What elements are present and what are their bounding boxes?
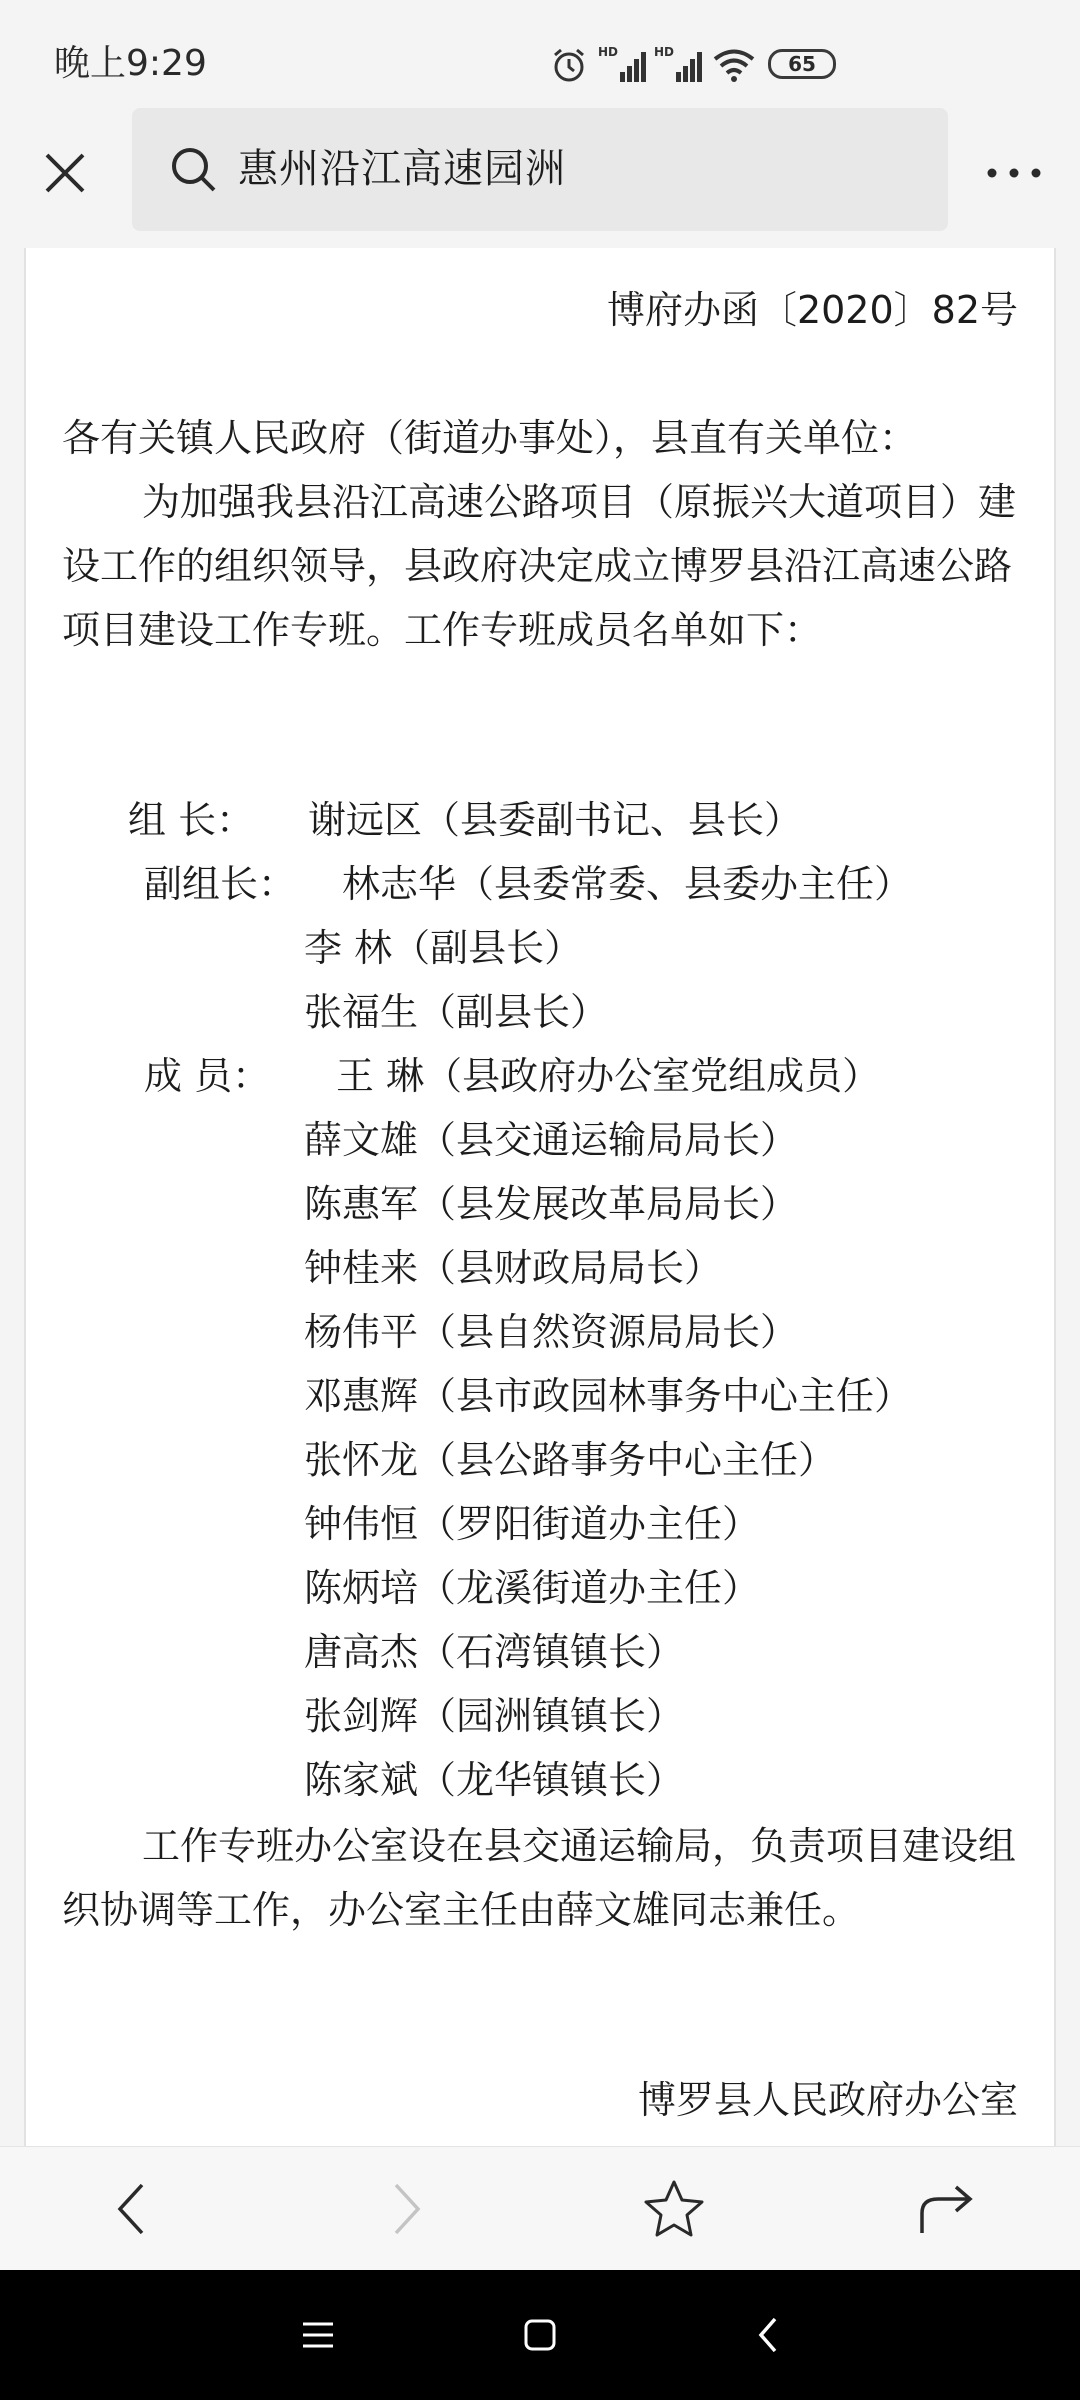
- svg-text:HD: HD: [654, 45, 675, 59]
- salutation: 各有关镇人民政府（街道办事处），县直有关单位：: [62, 416, 918, 460]
- member-entry: 钟桂来（县财政局局长）: [304, 1246, 723, 1290]
- member-role: 成 员：: [144, 1054, 271, 1098]
- member-entry: 陈惠军（县发展改革局局长）: [304, 1182, 799, 1226]
- svg-text:HD: HD: [598, 45, 619, 59]
- forward-icon: [386, 2181, 426, 2237]
- member-entry: 张福生（副县长）: [304, 990, 609, 1034]
- closing-paragraph: 工作专班办公室设在县交通运输局，负责项目建设组织协调等工作，办公室主任由薛文雄同志兼任。: [62, 1824, 1017, 1932]
- star-icon: [643, 2179, 705, 2239]
- hd-signal-icon: [654, 44, 706, 84]
- share-icon: [916, 2181, 976, 2237]
- favorite-button[interactable]: [634, 2169, 714, 2249]
- wifi-icon: [712, 46, 756, 84]
- close-button[interactable]: [30, 138, 100, 208]
- status-time: 晚上9:29: [54, 43, 207, 84]
- more-button[interactable]: [978, 138, 1050, 208]
- member-entry: 唐高杰（石湾镇镇长）: [304, 1630, 685, 1674]
- search-query: 惠州沿江高速园洲: [238, 146, 566, 192]
- menu-button[interactable]: [288, 2305, 348, 2365]
- document-page: [24, 248, 1056, 2146]
- member-entry: 薛文雄（县交通运输局局长）: [304, 1118, 799, 1162]
- menu-icon: [301, 2320, 335, 2350]
- search-input[interactable]: [132, 108, 948, 231]
- member-entry: 陈炳培（龙溪街道办主任）: [304, 1566, 761, 1610]
- member-entry: 张怀龙（县公路事务中心主任）: [304, 1438, 837, 1482]
- member-entry: 谢远区（县委副书记、县长）: [308, 798, 803, 842]
- back-icon: [112, 2181, 152, 2237]
- member-role: 副组长：: [144, 862, 297, 906]
- member-entry: 王 琳（县政府办公室党组成员）: [336, 1054, 881, 1098]
- home-icon: [523, 2318, 557, 2352]
- member-role: 组 长：: [128, 798, 255, 842]
- status-bar: [0, 0, 1080, 108]
- back-button[interactable]: [92, 2169, 172, 2249]
- body-paragraph: 为加强我县沿江高速公路项目（原振兴大道项目）建设工作的组织领导，县政府决定成立博罗县沿江高速公路项目建设工作专班。工作专班成员名单如下：: [62, 480, 1017, 652]
- nav-back-button[interactable]: [738, 2305, 798, 2365]
- member-entry: 陈家斌（龙华镇镇长）: [304, 1758, 685, 1802]
- top-bar: [0, 108, 1080, 248]
- signature: 博罗县人民政府办公室: [637, 2078, 1018, 2122]
- member-entry: 钟伟恒（罗阳街道办主任）: [304, 1502, 761, 1546]
- battery-icon: 65: [768, 49, 836, 79]
- member-entry: 杨伟平（县自然资源局局长）: [304, 1310, 799, 1354]
- forward-button[interactable]: [366, 2169, 446, 2249]
- more-icon: [984, 167, 1044, 179]
- nav-back-icon: [755, 2315, 781, 2355]
- share-button[interactable]: [906, 2169, 986, 2249]
- home-button[interactable]: [510, 2305, 570, 2365]
- alarm-icon: [550, 46, 588, 84]
- hd-signal-icon: [598, 44, 650, 84]
- system-nav-bar: [0, 2270, 1080, 2400]
- document-number: 博府办函〔2020〕82号: [606, 288, 1018, 332]
- member-entry: 邓惠辉（县市政园林事务中心主任）: [304, 1374, 913, 1418]
- close-icon: [44, 152, 86, 194]
- member-entry: 张剑辉（园洲镇镇长）: [304, 1694, 685, 1738]
- member-entry: 李 林（副县长）: [304, 926, 583, 970]
- member-entry: 林志华（县委常委、县委办主任）: [342, 862, 913, 906]
- bottom-toolbar: [0, 2146, 1080, 2270]
- search-icon: [168, 144, 220, 196]
